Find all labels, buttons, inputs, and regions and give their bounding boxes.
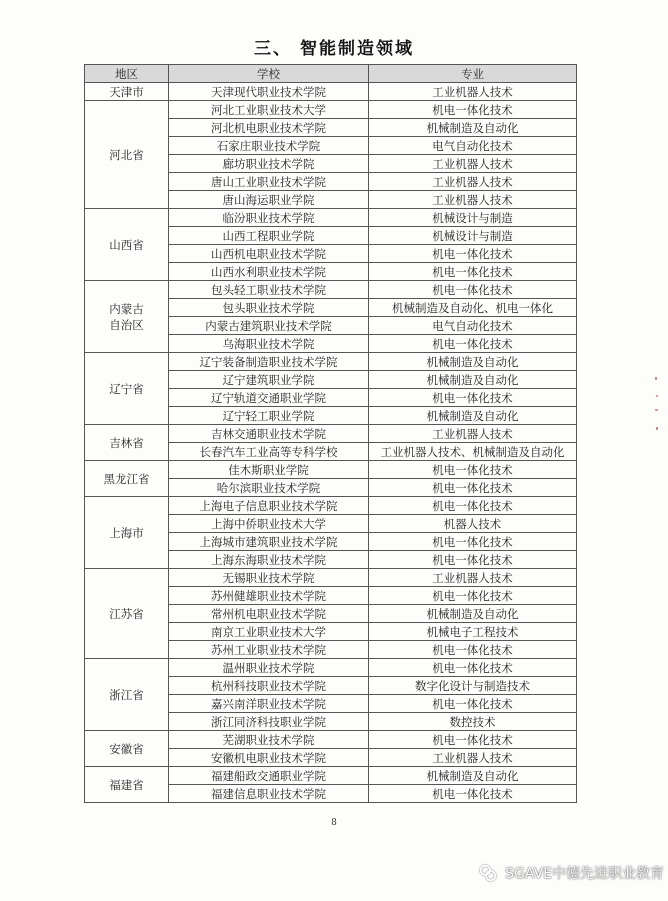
school-cell: 包头轻工职业技术学院 [169, 281, 369, 299]
school-cell: 河北工业职业技术大学 [169, 101, 369, 119]
school-cell: 南京工业职业技术大学 [169, 623, 369, 641]
major-cell: 机械制造及自动化 [369, 767, 577, 785]
major-cell: 机电一体化技术 [369, 785, 577, 803]
region-cell: 上海市 [85, 497, 169, 569]
table-row [85, 425, 577, 443]
scan-edge-marks [652, 375, 662, 435]
major-cell: 数字化设计与制造技术 [369, 677, 577, 695]
header-major: 专业 [369, 65, 577, 83]
major-cell: 机电一体化技术 [369, 101, 577, 119]
region-cell: 辽宁省 [85, 353, 169, 425]
region-cell: 浙江省 [85, 659, 169, 731]
major-cell: 机电一体化技术 [369, 461, 577, 479]
school-cell: 安徽机电职业技术学院 [169, 749, 369, 767]
major-cell: 机器人技术 [369, 515, 577, 533]
school-cell: 山西工程职业学院 [169, 227, 369, 245]
table-row [85, 209, 577, 227]
table-row [85, 497, 577, 515]
region-cell: 吉林省 [85, 425, 169, 461]
table-body [85, 83, 577, 803]
major-cell: 机械电子工程技术 [369, 623, 577, 641]
wechat-channel-icon [477, 862, 499, 884]
table-row [85, 281, 577, 299]
table-row [85, 659, 577, 677]
region-cell: 内蒙古 自治区 [85, 281, 169, 353]
major-cell: 机电一体化技术 [369, 335, 577, 353]
school-cell: 温州职业技术学院 [169, 659, 369, 677]
major-cell: 机电一体化技术 [369, 587, 577, 605]
region-cell: 河北省 [85, 101, 169, 209]
table-row [85, 731, 577, 749]
region-cell: 江苏省 [85, 569, 169, 659]
school-cell: 佳木斯职业学院 [169, 461, 369, 479]
watermark-text: SGAVE中德先进职业教育 [505, 866, 664, 882]
school-cell: 包头职业技术学院 [169, 299, 369, 317]
table-row [85, 353, 577, 371]
major-cell: 机电一体化技术 [369, 659, 577, 677]
major-cell: 机械设计与制造 [369, 227, 577, 245]
school-cell: 辽宁轻工职业学院 [169, 407, 369, 425]
major-cell: 工业机器人技术 [369, 569, 577, 587]
major-cell: 工业机器人技术 [369, 155, 577, 173]
school-cell: 上海城市建筑职业技术学院 [169, 533, 369, 551]
major-cell: 机电一体化技术 [369, 641, 577, 659]
major-cell: 机械制造及自动化、机电一体化 [369, 299, 577, 317]
major-cell: 工业机器人技术、机械制造及自动化 [369, 443, 577, 461]
school-cell: 浙江同济科技职业学院 [169, 713, 369, 731]
school-cell: 山西机电职业技术学院 [169, 245, 369, 263]
major-cell: 机械制造及自动化 [369, 353, 577, 371]
header-region: 地区 [85, 65, 169, 83]
section-title: 三、 智能制造领域 [254, 39, 414, 59]
table-row [85, 569, 577, 587]
school-cell: 临汾职业技术学院 [169, 209, 369, 227]
major-cell: 机电一体化技术 [369, 497, 577, 515]
school-cell: 唐山工业职业技术学院 [169, 173, 369, 191]
school-cell: 上海东海职业技术学院 [169, 551, 369, 569]
major-cell: 工业机器人技术 [369, 425, 577, 443]
school-cell: 天津现代职业技术学院 [169, 83, 369, 101]
major-cell: 工业机器人技术 [369, 749, 577, 767]
school-cell: 芜湖职业技术学院 [169, 731, 369, 749]
school-cell: 福建信息职业技术学院 [169, 785, 369, 803]
school-cell: 辽宁建筑职业学院 [169, 371, 369, 389]
table-row [85, 83, 577, 101]
region-cell: 山西省 [85, 209, 169, 281]
school-cell: 长春汽车工业高等专科学校 [169, 443, 369, 461]
major-cell: 机电一体化技术 [369, 551, 577, 569]
major-cell: 工业机器人技术 [369, 173, 577, 191]
school-cell: 上海中侨职业技术大学 [169, 515, 369, 533]
school-cell: 廊坊职业技术学院 [169, 155, 369, 173]
table-header-row [85, 65, 577, 83]
school-cell: 福建船政交通职业学院 [169, 767, 369, 785]
school-cell: 河北机电职业技术学院 [169, 119, 369, 137]
school-cell: 上海电子信息职业技术学院 [169, 497, 369, 515]
region-cell: 黑龙江省 [85, 461, 169, 497]
school-cell: 石家庄职业技术学院 [169, 137, 369, 155]
school-cell: 苏州健雄职业技术学院 [169, 587, 369, 605]
major-cell: 机电一体化技术 [369, 479, 577, 497]
major-cell: 机械制造及自动化 [369, 605, 577, 623]
major-cell: 机电一体化技术 [369, 695, 577, 713]
school-cell: 辽宁装备制造职业技术学院 [169, 353, 369, 371]
major-cell: 机械设计与制造 [369, 209, 577, 227]
table-row [85, 101, 577, 119]
major-cell: 机械制造及自动化 [369, 119, 577, 137]
school-cell: 常州机电职业技术学院 [169, 605, 369, 623]
major-cell: 数控技术 [369, 713, 577, 731]
page-number: 8 [331, 818, 337, 828]
major-cell: 机电一体化技术 [369, 389, 577, 407]
major-cell: 机械制造及自动化 [369, 371, 577, 389]
school-cell: 乌海职业技术学院 [169, 335, 369, 353]
major-cell: 机电一体化技术 [369, 533, 577, 551]
major-cell: 电气自动化技术 [369, 317, 577, 335]
school-cell: 哈尔滨职业技术学院 [169, 479, 369, 497]
major-cell: 机械制造及自动化 [369, 407, 577, 425]
major-cell: 机电一体化技术 [369, 731, 577, 749]
school-cell: 嘉兴南洋职业技术学院 [169, 695, 369, 713]
school-cell: 苏州工业职业技术学院 [169, 641, 369, 659]
school-cell: 吉林交通职业技术学院 [169, 425, 369, 443]
school-cell: 内蒙古建筑职业技术学院 [169, 317, 369, 335]
region-cell: 天津市 [85, 83, 169, 101]
watermark [477, 862, 664, 884]
schools-table [84, 64, 577, 803]
major-cell: 电气自动化技术 [369, 137, 577, 155]
major-cell: 工业机器人技术 [369, 83, 577, 101]
school-cell: 杭州科技职业技术学院 [169, 677, 369, 695]
major-cell: 机电一体化技术 [369, 245, 577, 263]
table-row [85, 767, 577, 785]
school-cell: 无锡职业技术学院 [169, 569, 369, 587]
region-cell: 福建省 [85, 767, 169, 803]
major-cell: 工业机器人技术 [369, 191, 577, 209]
school-cell: 山西水利职业技术学院 [169, 263, 369, 281]
region-cell: 安徽省 [85, 731, 169, 767]
major-cell: 机电一体化技术 [369, 281, 577, 299]
school-cell: 唐山海运职业学院 [169, 191, 369, 209]
major-cell: 机电一体化技术 [369, 263, 577, 281]
table-row [85, 461, 577, 479]
header-school: 学校 [169, 65, 369, 83]
school-cell: 辽宁轨道交通职业学院 [169, 389, 369, 407]
